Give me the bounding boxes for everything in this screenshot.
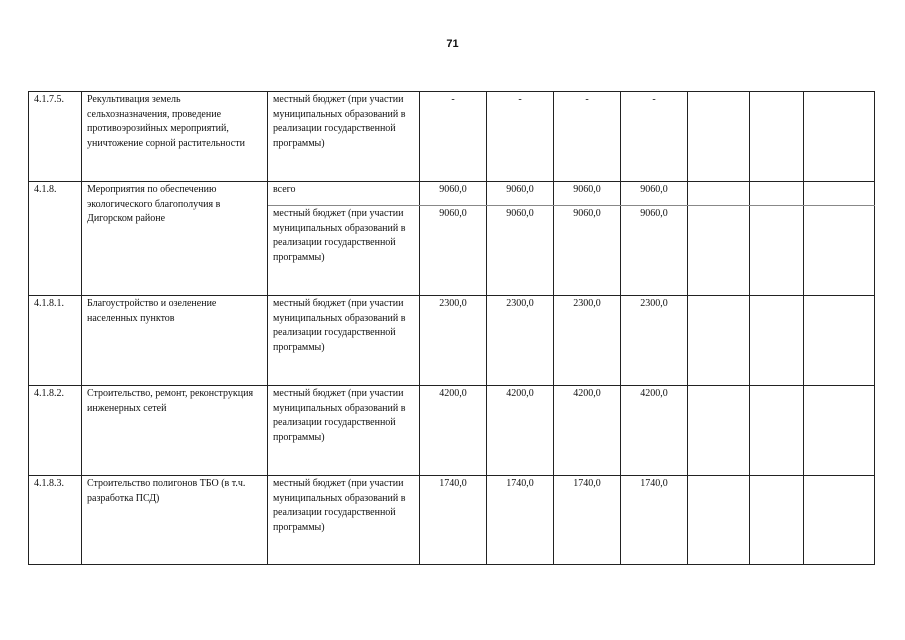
empty-cell xyxy=(750,206,804,296)
empty-cell xyxy=(688,386,750,476)
empty-cell xyxy=(688,182,750,206)
row-value-3: 1740,0 xyxy=(554,476,621,565)
row-code: 4.1.8.2. xyxy=(29,386,82,476)
row-source: местный бюджет (при участии муниципальных образований в реализации государственной программы) xyxy=(268,206,420,296)
empty-cell xyxy=(804,182,875,206)
empty-cell xyxy=(750,386,804,476)
table-row xyxy=(29,92,875,182)
empty-cell xyxy=(804,206,875,296)
row-value-2: 4200,0 xyxy=(487,386,554,476)
row-name: Строительство полигонов ТБО (в т.ч. разработка ПСД) xyxy=(82,476,268,565)
table-row xyxy=(29,182,875,206)
row-code: 4.1.8.1. xyxy=(29,296,82,386)
row-value-4: 4200,0 xyxy=(621,386,688,476)
row-value-1: 9060,0 xyxy=(420,206,487,296)
empty-cell xyxy=(804,386,875,476)
row-value-4: 1740,0 xyxy=(621,476,688,565)
row-name: Благоустройство и озеленение населенных пунктов xyxy=(82,296,268,386)
row-value-4: 2300,0 xyxy=(621,296,688,386)
row-value-3: 4200,0 xyxy=(554,386,621,476)
empty-cell xyxy=(804,296,875,386)
row-source: местный бюджет (при участии муниципальных образований в реализации государственной программы) xyxy=(268,386,420,476)
row-source: местный бюджет (при участии муниципальных образований в реализации государственной программы) xyxy=(268,476,420,565)
empty-cell xyxy=(750,296,804,386)
row-code: 4.1.7.5. xyxy=(29,92,82,182)
row-value-3: 2300,0 xyxy=(554,296,621,386)
row-value-3: - xyxy=(554,92,621,182)
empty-cell xyxy=(688,476,750,565)
row-value-4: 9060,0 xyxy=(621,182,688,206)
page-number: 71 xyxy=(446,38,459,50)
empty-cell xyxy=(688,296,750,386)
row-value-3: 9060,0 xyxy=(554,182,621,206)
row-name: Рекультивация земель сельхозназначения, проведение противоэрозийных мероприятий, уничтожение сорной растительности xyxy=(82,92,268,182)
row-value-1: 1740,0 xyxy=(420,476,487,565)
row-name: Строительство, ремонт, реконструкция инженерных сетей xyxy=(82,386,268,476)
row-source: местный бюджет (при участии муниципальных образований в реализации государственной программы) xyxy=(268,92,420,182)
budget-table xyxy=(28,91,875,565)
row-value-3: 9060,0 xyxy=(554,206,621,296)
row-source: местный бюджет (при участии муниципальных образований в реализации государственной программы) xyxy=(268,296,420,386)
row-code: 4.1.8.3. xyxy=(29,476,82,565)
empty-cell xyxy=(750,182,804,206)
empty-cell xyxy=(750,476,804,565)
row-value-1: - xyxy=(420,92,487,182)
row-source: всего xyxy=(268,182,420,206)
empty-cell xyxy=(804,92,875,182)
row-value-2: 9060,0 xyxy=(487,182,554,206)
table-row xyxy=(29,476,875,565)
empty-cell xyxy=(688,206,750,296)
row-value-4: - xyxy=(621,92,688,182)
empty-cell xyxy=(804,476,875,565)
row-value-1: 9060,0 xyxy=(420,182,487,206)
table-row xyxy=(29,386,875,476)
row-value-2: - xyxy=(487,92,554,182)
empty-cell xyxy=(750,92,804,182)
row-value-2: 2300,0 xyxy=(487,296,554,386)
row-value-1: 4200,0 xyxy=(420,386,487,476)
row-value-2: 1740,0 xyxy=(487,476,554,565)
row-value-2: 9060,0 xyxy=(487,206,554,296)
row-name: Мероприятия по обеспечению экологического благополучия в Дигорском районе xyxy=(82,182,268,296)
empty-cell xyxy=(688,92,750,182)
row-value-4: 9060,0 xyxy=(621,206,688,296)
table-row xyxy=(29,296,875,386)
row-code: 4.1.8. xyxy=(29,182,82,296)
row-value-1: 2300,0 xyxy=(420,296,487,386)
